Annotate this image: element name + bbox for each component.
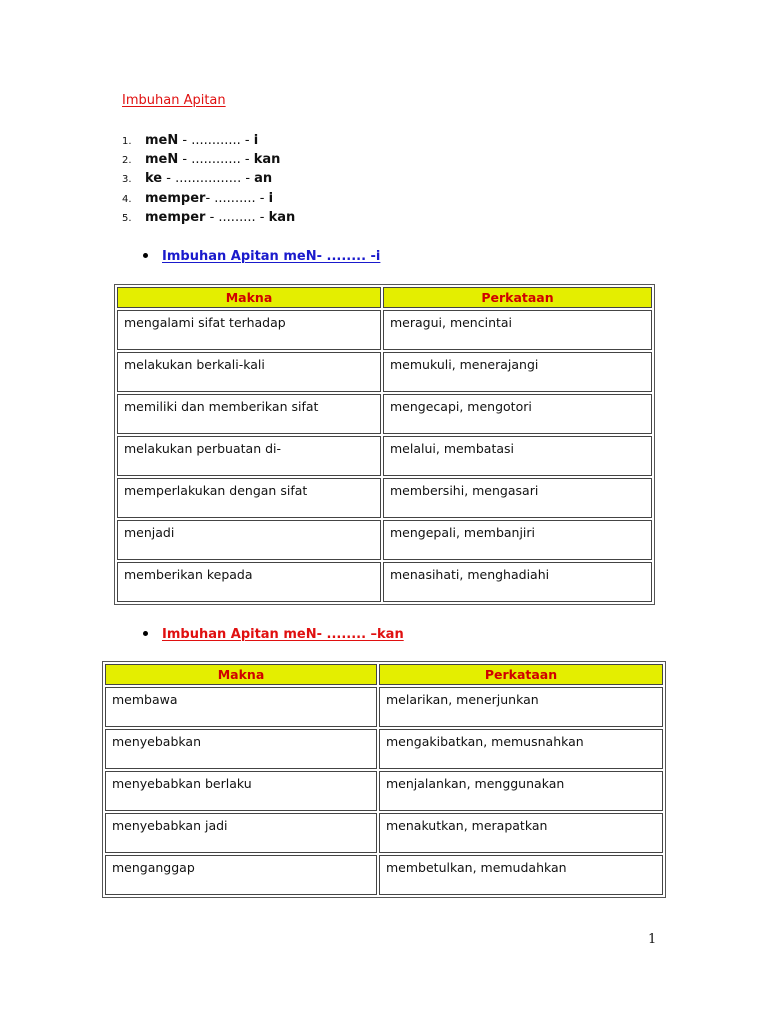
cell-perkataan: mengakibatkan, memusnahkan [379,729,663,769]
section1-table [114,284,655,605]
section2-table-body [105,687,663,895]
cell-perkataan: menasihati, menghadiahi [383,562,652,602]
list-item: 5. memper - ......... - kan [122,209,296,225]
cell-makna: menyebabkan [105,729,377,769]
column-header-perkataan: Perkataan [383,287,652,308]
table-row [105,771,663,811]
cell-perkataan: melalui, membatasi [383,436,652,476]
list-item: 2. meN - ............ - kan [122,152,281,168]
cell-makna: menyebabkan jadi [105,813,377,853]
cell-perkataan: membetulkan, memudahkan [379,855,663,895]
imbuhan-list [122,131,295,227]
section1-table-body [117,310,652,602]
cell-makna: mengalami sifat terhadap [117,310,381,350]
table-row [117,436,652,476]
cell-perkataan: mengepali, membanjiri [383,520,652,560]
cell-makna: memiliki dan memberikan sifat [117,394,381,434]
table-row [117,520,652,560]
cell-perkataan: membersihi, mengasari [383,478,652,518]
cell-perkataan: menakutkan, merapatkan [379,813,663,853]
bullet-icon [143,631,148,636]
list-item: 1. meN - ............ - i [122,133,259,148]
cell-perkataan: meragui, mencintai [383,310,652,350]
cell-makna: melakukan perbuatan di- [117,436,381,476]
column-header-makna: Makna [117,287,381,308]
cell-makna: menganggap [105,855,377,895]
table-row [117,562,652,602]
cell-makna: melakukan berkali-kali [117,352,381,392]
table-row [117,310,652,350]
list-item: 3. ke - ................ - an [122,171,273,187]
column-header-perkataan: Perkataan [379,664,663,685]
column-header-makna: Makna [105,664,377,685]
table-row [117,352,652,392]
cell-makna: menjadi [117,520,381,560]
cell-perkataan: memukuli, menerajangi [383,352,652,392]
cell-makna: memperlakukan dengan sifat [117,478,381,518]
section2-heading[interactable]: Imbuhan Apitan meN- ........ –kan [143,627,404,642]
document-title: Imbuhan Apitan [122,93,226,108]
cell-perkataan: melarikan, menerjunkan [379,687,663,727]
bullet-icon [143,253,148,258]
table-row [117,394,652,434]
cell-makna: menyebabkan berlaku [105,771,377,811]
table-row [105,729,663,769]
cell-perkataan: menjalankan, menggunakan [379,771,663,811]
table-row [105,855,663,895]
page-number: 1 [648,932,657,947]
table-row [117,478,652,518]
table-row [105,813,663,853]
section1-heading[interactable]: Imbuhan Apitan meN- ........ -i [143,249,380,264]
list-item: 4. memper- .......... - i [122,190,274,206]
cell-perkataan: mengecapi, mengotori [383,394,652,434]
cell-makna: membawa [105,687,377,727]
table-row [105,687,663,727]
cell-makna: memberikan kepada [117,562,381,602]
section2-table [102,661,666,898]
